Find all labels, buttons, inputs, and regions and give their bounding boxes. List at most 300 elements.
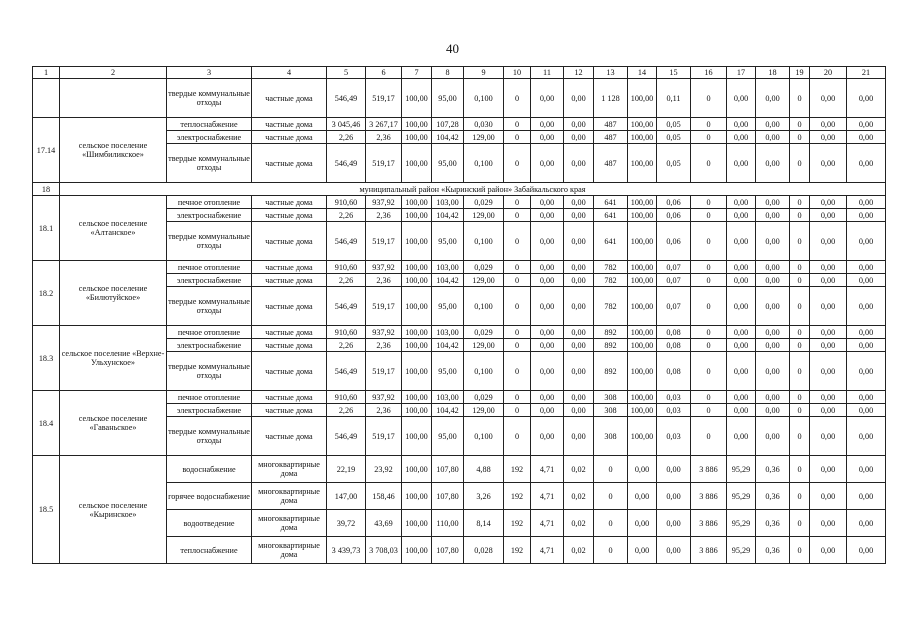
table-cell: 0,00 <box>847 510 886 537</box>
table-cell: 2,26 <box>327 274 366 287</box>
table-cell: 107,28 <box>432 118 464 131</box>
table-cell: 95,00 <box>432 144 464 183</box>
table-cell: горячее водоснабжение <box>167 483 252 510</box>
table-cell: 0 <box>594 483 628 510</box>
table-cell: 0,02 <box>564 456 594 483</box>
table-cell: 0 <box>790 196 810 209</box>
table-cell: 0,00 <box>756 131 790 144</box>
table-row <box>33 456 886 483</box>
table-cell: 0,00 <box>847 196 886 209</box>
column-number: 6 <box>366 67 402 79</box>
table-cell: 18.4 <box>33 391 60 456</box>
table-cell: 0,00 <box>810 261 847 274</box>
table-cell: 0,00 <box>756 261 790 274</box>
table-cell: 192 <box>504 510 531 537</box>
table-cell: 192 <box>504 456 531 483</box>
table-cell: 8,14 <box>464 510 504 537</box>
column-number: 3 <box>167 67 252 79</box>
table-cell: частные дома <box>252 261 327 274</box>
table-cell: электроснабжение <box>167 209 252 222</box>
table-cell <box>60 79 167 118</box>
table-cell: 100,00 <box>402 144 432 183</box>
column-number: 20 <box>810 67 847 79</box>
table-cell: 937,92 <box>366 391 402 404</box>
table-cell: 0,00 <box>847 456 886 483</box>
table-cell: печное отопление <box>167 391 252 404</box>
table-cell: 100,00 <box>628 144 657 183</box>
table-cell: 0,00 <box>756 196 790 209</box>
table-cell: 0,00 <box>628 510 657 537</box>
column-number: 21 <box>847 67 886 79</box>
table-cell: 129,00 <box>464 404 504 417</box>
table-cell: 0 <box>691 222 727 261</box>
table-cell: 0,07 <box>657 274 691 287</box>
table-row <box>33 118 886 131</box>
table-cell: 100,00 <box>628 352 657 391</box>
table-cell: 0,00 <box>810 222 847 261</box>
table-cell: 0 <box>790 274 810 287</box>
column-number: 18 <box>756 67 790 79</box>
table-row <box>33 79 886 118</box>
table-cell: 0,00 <box>727 144 756 183</box>
table-cell: 0,00 <box>756 274 790 287</box>
table-cell: 95,00 <box>432 287 464 326</box>
table-cell: 95,29 <box>727 456 756 483</box>
column-number: 10 <box>504 67 531 79</box>
table-cell: 0,00 <box>810 537 847 564</box>
table-cell: 0,00 <box>564 144 594 183</box>
table-cell: 519,17 <box>366 417 402 456</box>
table-cell: 0,00 <box>531 339 564 352</box>
column-number: 7 <box>402 67 432 79</box>
table-cell: 0,00 <box>531 274 564 287</box>
table-cell: 0 <box>594 537 628 564</box>
table-cell: 0,11 <box>657 79 691 118</box>
table-cell: 0,029 <box>464 261 504 274</box>
table-cell: 487 <box>594 144 628 183</box>
table-cell: 0 <box>790 510 810 537</box>
table-cell: 0,36 <box>756 456 790 483</box>
table-cell: 0 <box>790 537 810 564</box>
table-cell: водоснабжение <box>167 456 252 483</box>
table-cell: 100,00 <box>402 196 432 209</box>
table-cell: 2,26 <box>327 131 366 144</box>
table-cell: 937,92 <box>366 326 402 339</box>
table-cell: 104,42 <box>432 404 464 417</box>
table-cell: частные дома <box>252 274 327 287</box>
table-cell: 23,92 <box>366 456 402 483</box>
table-cell: 39,72 <box>327 510 366 537</box>
table-cell: 100,00 <box>402 391 432 404</box>
table-cell: электроснабжение <box>167 131 252 144</box>
table-cell: 100,00 <box>628 118 657 131</box>
table-cell: 100,00 <box>628 222 657 261</box>
table-cell: многоквартирные дома <box>252 456 327 483</box>
table-cell: 0,00 <box>756 417 790 456</box>
table-cell: 641 <box>594 222 628 261</box>
table-cell: 100,00 <box>402 79 432 118</box>
table-cell: частные дома <box>252 222 327 261</box>
table-cell: 0 <box>594 456 628 483</box>
table-cell: 0,00 <box>756 339 790 352</box>
table-cell: частные дома <box>252 417 327 456</box>
table-cell: 0,100 <box>464 222 504 261</box>
table-cell: 641 <box>594 196 628 209</box>
table-cell: 782 <box>594 274 628 287</box>
table-cell: 782 <box>594 287 628 326</box>
table-cell: 18 <box>33 183 60 196</box>
column-number: 19 <box>790 67 810 79</box>
table-cell: 0,00 <box>756 404 790 417</box>
table-row <box>33 391 886 404</box>
table-cell: 0,029 <box>464 326 504 339</box>
table-cell <box>33 79 60 118</box>
table-cell: 0 <box>790 456 810 483</box>
table-cell: 100,00 <box>402 339 432 352</box>
table-cell: 3 886 <box>691 456 727 483</box>
table-cell: 0,00 <box>847 118 886 131</box>
table-cell: 100,00 <box>402 404 432 417</box>
table-cell: 100,00 <box>402 274 432 287</box>
table-cell: 0,00 <box>756 326 790 339</box>
page-number: 40 <box>446 41 459 56</box>
table-cell: 100,00 <box>628 209 657 222</box>
table-cell: 0,100 <box>464 287 504 326</box>
table-cell: 2,36 <box>366 339 402 352</box>
table-cell: 100,00 <box>402 456 432 483</box>
table-cell: 18.5 <box>33 456 60 564</box>
table-cell: 0,07 <box>657 261 691 274</box>
table-cell: 546,49 <box>327 287 366 326</box>
table-cell: водоотведение <box>167 510 252 537</box>
table-cell: 0,00 <box>756 391 790 404</box>
table-cell: 0,36 <box>756 510 790 537</box>
table-cell: частные дома <box>252 209 327 222</box>
table-cell: 0,08 <box>657 352 691 391</box>
table-cell: 0 <box>691 339 727 352</box>
table-cell: 100,00 <box>628 196 657 209</box>
table-cell: 0,00 <box>531 261 564 274</box>
table-cell: 0 <box>504 144 531 183</box>
table-cell: 95,29 <box>727 537 756 564</box>
table-cell: 0,00 <box>564 287 594 326</box>
table-cell: 4,71 <box>531 537 564 564</box>
table-cell: 3 886 <box>691 483 727 510</box>
table-cell: 0,00 <box>727 131 756 144</box>
table-cell: 104,42 <box>432 274 464 287</box>
table-cell: 43,69 <box>366 510 402 537</box>
table-cell: 0 <box>790 261 810 274</box>
table-cell: 192 <box>504 537 531 564</box>
table-cell: 100,00 <box>402 326 432 339</box>
table-cell: 0 <box>790 118 810 131</box>
table-cell: 0,00 <box>657 510 691 537</box>
table-cell: 0,00 <box>847 261 886 274</box>
table-cell: 0 <box>504 209 531 222</box>
table-cell: 641 <box>594 209 628 222</box>
table-cell: 0,00 <box>564 261 594 274</box>
table-cell: 0,06 <box>657 222 691 261</box>
table-cell: 2,36 <box>366 404 402 417</box>
table-cell: электроснабжение <box>167 404 252 417</box>
table-cell: частные дома <box>252 118 327 131</box>
table-cell: 0,36 <box>756 483 790 510</box>
table-cell: 0,00 <box>756 287 790 326</box>
table-cell: 0,00 <box>727 222 756 261</box>
table-cell: 519,17 <box>366 79 402 118</box>
table-cell: 104,42 <box>432 209 464 222</box>
table-cell: 0 <box>504 391 531 404</box>
table-cell: 0,00 <box>531 287 564 326</box>
table-cell: 487 <box>594 118 628 131</box>
table-cell: 910,60 <box>327 326 366 339</box>
table-cell: 100,00 <box>402 483 432 510</box>
table-cell: электроснабжение <box>167 339 252 352</box>
table-cell: 103,00 <box>432 326 464 339</box>
table-cell: 0,00 <box>810 456 847 483</box>
table-cell: 0,06 <box>657 196 691 209</box>
table-cell: 308 <box>594 404 628 417</box>
table-cell: 0,00 <box>727 196 756 209</box>
table-cell: 100,00 <box>402 510 432 537</box>
table-cell: 0 <box>790 79 810 118</box>
table-cell: 107,80 <box>432 483 464 510</box>
table-cell: 0,00 <box>564 391 594 404</box>
table-cell: 0 <box>691 352 727 391</box>
table-cell: 158,46 <box>366 483 402 510</box>
table-cell: 0 <box>691 261 727 274</box>
table-cell: 0,100 <box>464 417 504 456</box>
table-cell: 0 <box>790 287 810 326</box>
table-cell: 100,00 <box>628 404 657 417</box>
table-cell: частные дома <box>252 131 327 144</box>
table-cell: 0 <box>504 404 531 417</box>
table-cell: 103,00 <box>432 196 464 209</box>
table-cell: многоквартирные дома <box>252 510 327 537</box>
table-cell: 3 267,17 <box>366 118 402 131</box>
table-cell: 0 <box>691 209 727 222</box>
table-row <box>33 183 886 196</box>
table-cell: 0,00 <box>810 287 847 326</box>
table-cell: 2,26 <box>327 209 366 222</box>
table-cell: 0,00 <box>810 352 847 391</box>
table-cell: сельское поселение «Гаваньское» <box>60 391 167 456</box>
table-cell: 0,00 <box>531 79 564 118</box>
table-cell: 0,00 <box>810 483 847 510</box>
column-number: 11 <box>531 67 564 79</box>
table-cell: 910,60 <box>327 261 366 274</box>
table-cell: 107,80 <box>432 456 464 483</box>
table-cell: частные дома <box>252 144 327 183</box>
table-cell: 0,028 <box>464 537 504 564</box>
table-cell: 95,29 <box>727 483 756 510</box>
table-cell: 103,00 <box>432 391 464 404</box>
table-cell: 910,60 <box>327 196 366 209</box>
table-cell: 782 <box>594 261 628 274</box>
table-cell: 129,00 <box>464 274 504 287</box>
table-cell: 0,02 <box>564 510 594 537</box>
table-cell: твердые коммунальные отходы <box>167 352 252 391</box>
table-cell: 0 <box>504 79 531 118</box>
table-cell: 0,00 <box>810 144 847 183</box>
table-cell: 100,00 <box>402 287 432 326</box>
table-cell: 0,00 <box>628 456 657 483</box>
table-cell: 546,49 <box>327 352 366 391</box>
table-cell: 546,49 <box>327 144 366 183</box>
table-cell: 2,36 <box>366 131 402 144</box>
table-cell: твердые коммунальные отходы <box>167 144 252 183</box>
table-cell: 0,00 <box>847 537 886 564</box>
table-cell: 0 <box>790 144 810 183</box>
table-cell: 95,00 <box>432 222 464 261</box>
column-number: 12 <box>564 67 594 79</box>
table-cell: 0,00 <box>847 287 886 326</box>
table-cell: частные дома <box>252 404 327 417</box>
table-cell: 0,00 <box>810 326 847 339</box>
column-number: 15 <box>657 67 691 79</box>
table-cell: 0 <box>790 326 810 339</box>
table-cell: 0,00 <box>847 352 886 391</box>
table-cell: 100,00 <box>402 352 432 391</box>
table-cell: 18.2 <box>33 261 60 326</box>
table-cell: 0,00 <box>564 417 594 456</box>
table-cell: 0,00 <box>727 274 756 287</box>
column-number: 14 <box>628 67 657 79</box>
table-cell: 0,00 <box>564 404 594 417</box>
table-cell: 0,00 <box>564 326 594 339</box>
table-cell: 107,80 <box>432 537 464 564</box>
table-cell: 0,029 <box>464 196 504 209</box>
table-cell: электроснабжение <box>167 274 252 287</box>
table-cell: 0,100 <box>464 79 504 118</box>
table-cell: 4,71 <box>531 456 564 483</box>
header-row <box>33 67 886 79</box>
table-cell: частные дома <box>252 391 327 404</box>
table-cell: 0,100 <box>464 352 504 391</box>
table-cell: 0,00 <box>531 352 564 391</box>
table-cell: 100,00 <box>402 261 432 274</box>
table-cell: 2,36 <box>366 209 402 222</box>
table-cell: 0,00 <box>810 404 847 417</box>
table-cell: 0 <box>790 483 810 510</box>
table-cell: 0,00 <box>564 352 594 391</box>
table-cell: 0,00 <box>564 118 594 131</box>
table-cell: 0,00 <box>847 417 886 456</box>
table-cell: 3,26 <box>464 483 504 510</box>
table-cell: 0 <box>691 79 727 118</box>
table-cell: 0,00 <box>810 274 847 287</box>
table-cell: 0,00 <box>847 274 886 287</box>
table-cell: 100,00 <box>402 209 432 222</box>
table-cell: 0 <box>504 352 531 391</box>
table-cell: 0 <box>691 196 727 209</box>
table-cell: 519,17 <box>366 287 402 326</box>
table-cell: 100,00 <box>628 79 657 118</box>
table-cell: 0 <box>691 404 727 417</box>
table-cell: частные дома <box>252 196 327 209</box>
table-cell: 0 <box>504 196 531 209</box>
table-cell: 0,00 <box>727 287 756 326</box>
table-cell: 0,05 <box>657 131 691 144</box>
table-cell: 129,00 <box>464 131 504 144</box>
table-cell: сельское поселение «Алтанское» <box>60 196 167 261</box>
table-cell: 0,00 <box>657 456 691 483</box>
table-cell: 95,00 <box>432 417 464 456</box>
table-cell: 0,00 <box>810 417 847 456</box>
table-cell: 0,00 <box>756 222 790 261</box>
table-cell: 0,00 <box>564 209 594 222</box>
table-cell: 892 <box>594 352 628 391</box>
table-cell: 1 128 <box>594 79 628 118</box>
table-cell: 0,00 <box>756 79 790 118</box>
table-cell: многоквартирные дома <box>252 483 327 510</box>
table-cell: 0,00 <box>847 339 886 352</box>
table-cell: 0,00 <box>847 483 886 510</box>
table-cell: частные дома <box>252 79 327 118</box>
table-cell: частные дома <box>252 326 327 339</box>
table-cell: 0,03 <box>657 391 691 404</box>
table-cell: 0,00 <box>727 118 756 131</box>
table-cell: 100,00 <box>628 131 657 144</box>
table-cell: 0 <box>504 131 531 144</box>
table-cell: печное отопление <box>167 196 252 209</box>
table-cell: 0,00 <box>657 537 691 564</box>
table-cell: теплоснабжение <box>167 537 252 564</box>
table-cell: 308 <box>594 417 628 456</box>
table-cell: печное отопление <box>167 261 252 274</box>
table-cell: 0 <box>790 391 810 404</box>
table-cell: 0,00 <box>756 209 790 222</box>
table-cell: 147,00 <box>327 483 366 510</box>
table-cell: 0,06 <box>657 209 691 222</box>
table-cell: 0,00 <box>531 391 564 404</box>
table-cell: 0 <box>790 404 810 417</box>
table-cell: 0,02 <box>564 483 594 510</box>
table-cell: 3 045,46 <box>327 118 366 131</box>
table-cell: 546,49 <box>327 79 366 118</box>
table-row <box>33 261 886 274</box>
table-cell: 519,17 <box>366 352 402 391</box>
table-cell: муниципальный район «Кыринский район» Забайкальского края <box>60 183 886 196</box>
table-cell: 0 <box>790 417 810 456</box>
table-cell: 519,17 <box>366 144 402 183</box>
table-cell: 2,26 <box>327 404 366 417</box>
table-cell: 0 <box>790 131 810 144</box>
table-cell: 0,00 <box>727 339 756 352</box>
table-cell: 100,00 <box>402 417 432 456</box>
table-cell: 910,60 <box>327 391 366 404</box>
table-cell: 18.3 <box>33 326 60 391</box>
table-cell: 0 <box>790 209 810 222</box>
table-cell: 0 <box>790 222 810 261</box>
table-cell: сельское поселение «Шимбиликское» <box>60 118 167 183</box>
column-number: 13 <box>594 67 628 79</box>
table-cell: 0 <box>691 118 727 131</box>
table-cell: частные дома <box>252 339 327 352</box>
table-cell: 0,00 <box>847 131 886 144</box>
table-cell: 104,42 <box>432 339 464 352</box>
table-cell: 0 <box>504 417 531 456</box>
table-cell: 0,00 <box>847 144 886 183</box>
column-number: 4 <box>252 67 327 79</box>
table-cell: 0,00 <box>847 209 886 222</box>
table-cell: 0 <box>504 222 531 261</box>
table-cell: 100,00 <box>628 274 657 287</box>
table-cell: 0,05 <box>657 118 691 131</box>
table-cell: 0 <box>504 287 531 326</box>
table-cell: 0 <box>691 287 727 326</box>
table-cell: 0,03 <box>657 417 691 456</box>
